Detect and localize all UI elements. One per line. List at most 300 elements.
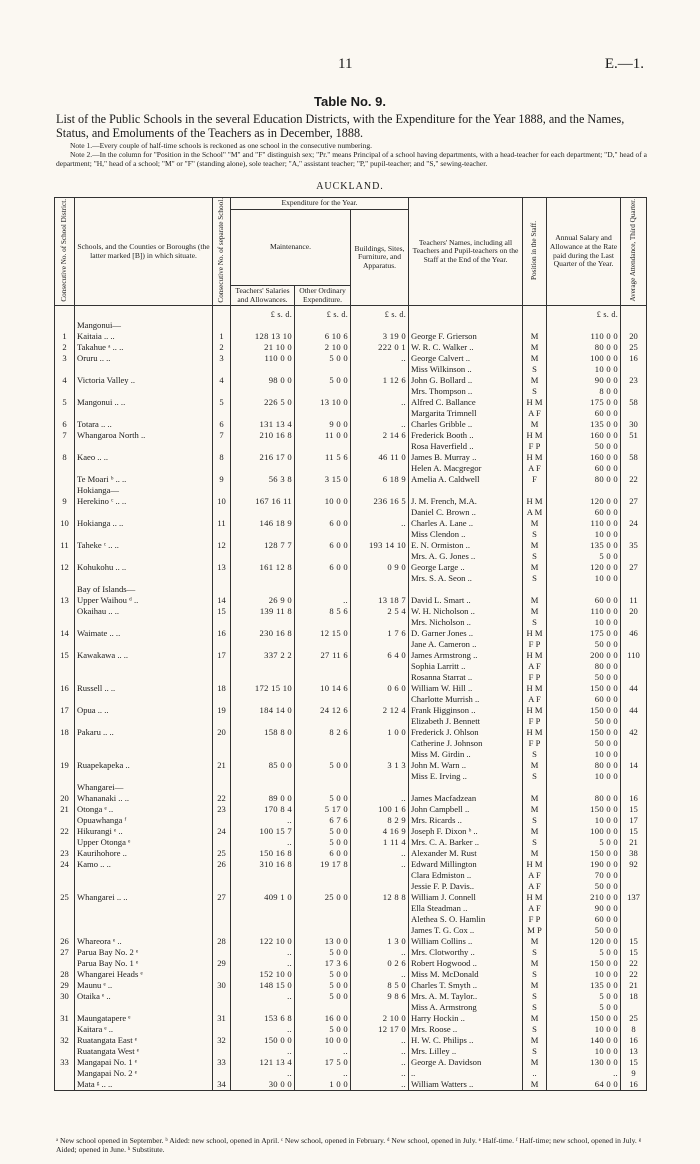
staff-position bbox=[523, 485, 547, 496]
school-name: Whareora ᵉ .. bbox=[75, 936, 213, 947]
other-expenditure: 10 0 0 bbox=[295, 1035, 351, 1046]
district-number bbox=[55, 1068, 75, 1079]
school-name: Hokianga— bbox=[75, 485, 213, 496]
table-row bbox=[55, 826, 647, 837]
other-expenditure: 11 0 0 bbox=[295, 430, 351, 441]
school-number bbox=[213, 320, 231, 331]
teachers-salaries bbox=[231, 573, 295, 584]
buildings-expenditure bbox=[351, 485, 409, 496]
teachers-salaries: 121 13 4 bbox=[231, 1057, 295, 1068]
staff-position: A F bbox=[523, 408, 547, 419]
annual-salary: 150 0 0 bbox=[547, 705, 621, 716]
school-name: Totara .. .. bbox=[75, 419, 213, 430]
school-number bbox=[213, 947, 231, 958]
other-expenditure: 19 17 8 bbox=[295, 859, 351, 870]
annual-salary: 135 0 0 bbox=[547, 419, 621, 430]
school-name: Victoria Valley .. bbox=[75, 375, 213, 386]
annual-salary: 64 0 0 bbox=[547, 1079, 621, 1091]
school-name: Kaitara ᵉ .. bbox=[75, 1024, 213, 1035]
staff-position: H M bbox=[523, 430, 547, 441]
staff-position: A F bbox=[523, 463, 547, 474]
table-title: Table No. 9. bbox=[314, 94, 386, 109]
table-row bbox=[55, 485, 647, 496]
other-expenditure bbox=[295, 485, 351, 496]
table-row bbox=[55, 452, 647, 463]
average-attendance bbox=[621, 364, 647, 375]
table-row bbox=[55, 474, 647, 485]
school-name bbox=[75, 364, 213, 375]
annual-salary: 8 0 0 bbox=[547, 386, 621, 397]
page-reference: E.—1. bbox=[604, 56, 644, 72]
staff-position bbox=[523, 320, 547, 331]
staff-position: M bbox=[523, 936, 547, 947]
staff-position: H M bbox=[523, 705, 547, 716]
buildings-expenditure: 0 2 6 bbox=[351, 958, 409, 969]
school-number: 10 bbox=[213, 496, 231, 507]
annual-salary: 90 0 0 bbox=[547, 903, 621, 914]
annual-salary: 150 0 0 bbox=[547, 804, 621, 815]
school-name: Kamo .. .. bbox=[75, 859, 213, 870]
other-expenditure: 9 0 0 bbox=[295, 419, 351, 430]
teachers-salaries: 30 0 0 bbox=[231, 1079, 295, 1091]
table-row bbox=[55, 870, 647, 881]
school-number bbox=[213, 1024, 231, 1035]
annual-salary: 10 0 0 bbox=[547, 749, 621, 760]
staff-position: H M bbox=[523, 452, 547, 463]
district-number bbox=[55, 738, 75, 749]
other-expenditure bbox=[295, 551, 351, 562]
buildings-expenditure bbox=[351, 903, 409, 914]
teachers-salaries: 210 16 8 bbox=[231, 430, 295, 441]
annual-salary: 50 0 0 bbox=[547, 441, 621, 452]
annual-salary: 110 0 0 bbox=[547, 331, 621, 342]
teacher-name: William Collins .. bbox=[409, 936, 523, 947]
annual-salary: 135 0 0 bbox=[547, 540, 621, 551]
school-number: 4 bbox=[213, 375, 231, 386]
school-number: 17 bbox=[213, 650, 231, 661]
annual-salary: 10 0 0 bbox=[547, 815, 621, 826]
teacher-name: George Large .. bbox=[409, 562, 523, 573]
annual-salary: 175 0 0 bbox=[547, 397, 621, 408]
district-number: 21 bbox=[55, 804, 75, 815]
school-number bbox=[213, 463, 231, 474]
table-row bbox=[55, 650, 647, 661]
teacher-name: James Armstrong .. bbox=[409, 650, 523, 661]
buildings-expenditure bbox=[351, 661, 409, 672]
header-teachers-names: Teachers' Names, including all Teachers and Pupil-teachers on the Staff at the End of the Year. bbox=[409, 198, 523, 306]
other-expenditure bbox=[295, 441, 351, 452]
staff-position: S bbox=[523, 991, 547, 1002]
other-expenditure bbox=[295, 463, 351, 474]
header-consec-district: Consecutive No. of School District. bbox=[55, 198, 75, 306]
other-expenditure bbox=[295, 694, 351, 705]
table-row bbox=[55, 859, 647, 870]
other-expenditure: 5 0 0 bbox=[295, 947, 351, 958]
other-expenditure: 5 17 0 bbox=[295, 804, 351, 815]
table-row bbox=[55, 749, 647, 760]
other-expenditure: 10 14 6 bbox=[295, 683, 351, 694]
school-number bbox=[213, 617, 231, 628]
average-attendance bbox=[621, 782, 647, 793]
other-expenditure: 6 0 0 bbox=[295, 518, 351, 529]
units-row bbox=[55, 306, 647, 321]
table-row bbox=[55, 1002, 647, 1013]
teacher-name: Frederick J. Ohlson bbox=[409, 727, 523, 738]
header-position: Position in the Staff. bbox=[523, 198, 547, 306]
school-name: Kaitaia .. .. bbox=[75, 331, 213, 342]
buildings-expenditure: 46 11 0 bbox=[351, 452, 409, 463]
teacher-name: Charles Gribble .. bbox=[409, 419, 523, 430]
school-name: Opua .. .. bbox=[75, 705, 213, 716]
table-row bbox=[55, 342, 647, 353]
other-expenditure: .. bbox=[295, 1068, 351, 1079]
annual-salary: 5 0 0 bbox=[547, 837, 621, 848]
annual-salary: 175 0 0 bbox=[547, 628, 621, 639]
teacher-name: Elizabeth J. Bennett bbox=[409, 716, 523, 727]
district-number bbox=[55, 749, 75, 760]
staff-position: M bbox=[523, 540, 547, 551]
staff-position: M bbox=[523, 353, 547, 364]
district-number: 12 bbox=[55, 562, 75, 573]
district-number bbox=[55, 870, 75, 881]
school-number bbox=[213, 914, 231, 925]
table-subtitle: List of the Public Schools in the several Education Districts, with the Expenditure for the Year 1888, and the Names, Status, and Emoluments of the Teachers as in December, 1888. bbox=[56, 112, 625, 140]
table-row bbox=[55, 969, 647, 980]
staff-position: F P bbox=[523, 441, 547, 452]
average-attendance: 16 bbox=[621, 353, 647, 364]
table-row bbox=[55, 595, 647, 606]
school-number: 23 bbox=[213, 804, 231, 815]
average-attendance: 92 bbox=[621, 859, 647, 870]
district-number: 16 bbox=[55, 683, 75, 694]
district-number bbox=[55, 914, 75, 925]
teachers-salaries: 150 0 0 bbox=[231, 1035, 295, 1046]
annual-salary: 10 0 0 bbox=[547, 573, 621, 584]
school-number: 27 bbox=[213, 892, 231, 903]
buildings-expenditure: 222 0 1 bbox=[351, 342, 409, 353]
district-number: 29 bbox=[55, 980, 75, 991]
district-number: 9 bbox=[55, 496, 75, 507]
other-expenditure bbox=[295, 408, 351, 419]
annual-salary: 60 0 0 bbox=[547, 507, 621, 518]
header-expenditure: Expenditure for the Year. bbox=[231, 198, 409, 210]
teachers-salaries bbox=[231, 529, 295, 540]
staff-position: A F bbox=[523, 661, 547, 672]
other-expenditure bbox=[295, 749, 351, 760]
school-number bbox=[213, 672, 231, 683]
school-name bbox=[75, 925, 213, 936]
teacher-name: Rosanna Starrat .. bbox=[409, 672, 523, 683]
average-attendance: 44 bbox=[621, 705, 647, 716]
teacher-name: Ella Steadman .. bbox=[409, 903, 523, 914]
school-number: 11 bbox=[213, 518, 231, 529]
other-expenditure bbox=[295, 672, 351, 683]
staff-position: M bbox=[523, 1035, 547, 1046]
teachers-salaries bbox=[231, 617, 295, 628]
staff-position: A M bbox=[523, 507, 547, 518]
buildings-expenditure bbox=[351, 507, 409, 518]
annual-salary: 5 0 0 bbox=[547, 1002, 621, 1013]
table-row bbox=[55, 1046, 647, 1057]
average-attendance: 35 bbox=[621, 540, 647, 551]
district-number bbox=[55, 507, 75, 518]
average-attendance bbox=[621, 320, 647, 331]
school-name: Whangarei Heads ᵉ bbox=[75, 969, 213, 980]
district-number bbox=[55, 782, 75, 793]
school-name: Kaeo .. .. bbox=[75, 452, 213, 463]
school-name bbox=[75, 661, 213, 672]
buildings-expenditure: 4 16 9 bbox=[351, 826, 409, 837]
school-number bbox=[213, 507, 231, 518]
average-attendance bbox=[621, 716, 647, 727]
table-row bbox=[55, 661, 647, 672]
school-name: Mangonui— bbox=[75, 320, 213, 331]
school-number: 9 bbox=[213, 474, 231, 485]
teacher-name: Catherine J. Johnson bbox=[409, 738, 523, 749]
staff-position: S bbox=[523, 573, 547, 584]
average-attendance bbox=[621, 881, 647, 892]
district-number: 28 bbox=[55, 969, 75, 980]
other-expenditure bbox=[295, 1002, 351, 1013]
other-expenditure: 16 0 0 bbox=[295, 1013, 351, 1024]
other-expenditure: 6 0 0 bbox=[295, 540, 351, 551]
teachers-salaries bbox=[231, 463, 295, 474]
other-expenditure bbox=[295, 716, 351, 727]
table-row bbox=[55, 1068, 647, 1079]
average-attendance: 21 bbox=[621, 980, 647, 991]
buildings-expenditure: 2 14 6 bbox=[351, 430, 409, 441]
teacher-name bbox=[409, 782, 523, 793]
district-number: 23 bbox=[55, 848, 75, 859]
school-name: Maungatapere ᵉ bbox=[75, 1013, 213, 1024]
teachers-salaries: 230 16 8 bbox=[231, 628, 295, 639]
staff-position: M bbox=[523, 804, 547, 815]
school-number bbox=[213, 925, 231, 936]
teacher-name: George F. Grierson bbox=[409, 331, 523, 342]
staff-position: F P bbox=[523, 672, 547, 683]
district-number bbox=[55, 485, 75, 496]
school-name bbox=[75, 441, 213, 452]
staff-position: S bbox=[523, 617, 547, 628]
staff-position: M bbox=[523, 342, 547, 353]
staff-position: S bbox=[523, 837, 547, 848]
teacher-name: Robert Hogwood .. bbox=[409, 958, 523, 969]
teacher-name: William W. Hill .. bbox=[409, 683, 523, 694]
teacher-name bbox=[409, 584, 523, 595]
school-name bbox=[75, 771, 213, 782]
staff-position: A F bbox=[523, 903, 547, 914]
school-number bbox=[213, 441, 231, 452]
other-expenditure: 6 7 6 bbox=[295, 815, 351, 826]
teacher-name: Joseph F. Dixon ᵇ .. bbox=[409, 826, 523, 837]
buildings-expenditure: 8 5 0 bbox=[351, 980, 409, 991]
district-number: 3 bbox=[55, 353, 75, 364]
school-name: Upper Waihou ᵈ .. bbox=[75, 595, 213, 606]
school-name: Herekino ᶜ .. .. bbox=[75, 496, 213, 507]
table-row bbox=[55, 892, 647, 903]
buildings-expenditure: .. bbox=[351, 859, 409, 870]
annual-salary: 80 0 0 bbox=[547, 793, 621, 804]
school-name bbox=[75, 551, 213, 562]
school-name: Upper Otonga ᵉ bbox=[75, 837, 213, 848]
buildings-expenditure bbox=[351, 551, 409, 562]
teachers-salaries bbox=[231, 881, 295, 892]
school-number: 34 bbox=[213, 1079, 231, 1091]
teachers-salaries: 56 3 8 bbox=[231, 474, 295, 485]
staff-position: S bbox=[523, 749, 547, 760]
average-attendance bbox=[621, 738, 647, 749]
school-number bbox=[213, 738, 231, 749]
other-expenditure bbox=[295, 584, 351, 595]
annual-salary: 80 0 0 bbox=[547, 760, 621, 771]
other-expenditure: 5 0 0 bbox=[295, 837, 351, 848]
other-expenditure: .. bbox=[295, 595, 351, 606]
table-row bbox=[55, 925, 647, 936]
teacher-name: Mrs. S. A. Seon .. bbox=[409, 573, 523, 584]
school-number bbox=[213, 661, 231, 672]
teachers-salaries bbox=[231, 320, 295, 331]
average-attendance bbox=[621, 551, 647, 562]
header-attendance: Average Attendance, Third Quarter. bbox=[621, 198, 647, 306]
buildings-expenditure: .. bbox=[351, 848, 409, 859]
buildings-expenditure: 12 8 8 bbox=[351, 892, 409, 903]
table-row bbox=[55, 386, 647, 397]
annual-salary: 150 0 0 bbox=[547, 683, 621, 694]
other-expenditure bbox=[295, 364, 351, 375]
teachers-salaries bbox=[231, 1002, 295, 1013]
school-name bbox=[75, 881, 213, 892]
buildings-expenditure bbox=[351, 573, 409, 584]
staff-position: F P bbox=[523, 738, 547, 749]
teachers-salaries: 85 0 0 bbox=[231, 760, 295, 771]
teacher-name: Clara Edmiston .. bbox=[409, 870, 523, 881]
district-number: 8 bbox=[55, 452, 75, 463]
school-name bbox=[75, 914, 213, 925]
other-expenditure: 6 0 0 bbox=[295, 562, 351, 573]
other-expenditure: 6 0 0 bbox=[295, 848, 351, 859]
school-name: Whangaroa North .. bbox=[75, 430, 213, 441]
district-number bbox=[55, 837, 75, 848]
district-number: 10 bbox=[55, 518, 75, 529]
table-row bbox=[55, 562, 647, 573]
table-row bbox=[55, 1035, 647, 1046]
buildings-expenditure: .. bbox=[351, 1068, 409, 1079]
staff-position: M bbox=[523, 419, 547, 430]
buildings-expenditure bbox=[351, 408, 409, 419]
school-number bbox=[213, 969, 231, 980]
teachers-salaries: 128 13 10 bbox=[231, 331, 295, 342]
average-attendance bbox=[621, 485, 647, 496]
table-row bbox=[55, 529, 647, 540]
table-row bbox=[55, 936, 647, 947]
staff-position: M bbox=[523, 848, 547, 859]
school-number bbox=[213, 573, 231, 584]
school-number bbox=[213, 639, 231, 650]
teachers-salaries: 100 15 7 bbox=[231, 826, 295, 837]
teacher-name bbox=[409, 320, 523, 331]
teachers-salaries bbox=[231, 485, 295, 496]
buildings-expenditure bbox=[351, 870, 409, 881]
header-maintenance: Maintenance. bbox=[231, 209, 351, 285]
table-row bbox=[55, 496, 647, 507]
district-number: 17 bbox=[55, 705, 75, 716]
teachers-salaries bbox=[231, 672, 295, 683]
schools-table bbox=[54, 197, 647, 1091]
annual-salary: 60 0 0 bbox=[547, 694, 621, 705]
other-expenditure: 12 15 0 bbox=[295, 628, 351, 639]
school-number bbox=[213, 1002, 231, 1013]
buildings-expenditure: .. bbox=[351, 419, 409, 430]
school-number bbox=[213, 782, 231, 793]
teachers-salaries bbox=[231, 507, 295, 518]
staff-position: S bbox=[523, 947, 547, 958]
average-attendance bbox=[621, 914, 647, 925]
school-name: Otaika ᵉ .. bbox=[75, 991, 213, 1002]
buildings-expenditure bbox=[351, 672, 409, 683]
other-expenditure: 6 10 6 bbox=[295, 331, 351, 342]
annual-salary: 5 0 0 bbox=[547, 991, 621, 1002]
average-attendance: 15 bbox=[621, 804, 647, 815]
school-name bbox=[75, 903, 213, 914]
staff-position: M bbox=[523, 606, 547, 617]
other-expenditure: 10 0 0 bbox=[295, 496, 351, 507]
annual-salary: 120 0 0 bbox=[547, 936, 621, 947]
school-number bbox=[213, 815, 231, 826]
teachers-salaries: 148 15 0 bbox=[231, 980, 295, 991]
district-number bbox=[55, 584, 75, 595]
school-name: Russell .. .. bbox=[75, 683, 213, 694]
other-expenditure: 1 0 0 bbox=[295, 1079, 351, 1091]
school-number: 33 bbox=[213, 1057, 231, 1068]
average-attendance: 13 bbox=[621, 1046, 647, 1057]
school-number: 31 bbox=[213, 1013, 231, 1024]
buildings-expenditure bbox=[351, 925, 409, 936]
average-attendance: 27 bbox=[621, 562, 647, 573]
school-number bbox=[213, 870, 231, 881]
annual-salary: 70 0 0 bbox=[547, 870, 621, 881]
table-row bbox=[55, 947, 647, 958]
other-expenditure: 8 2 6 bbox=[295, 727, 351, 738]
school-number bbox=[213, 364, 231, 375]
header-salary: Annual Salary and Allowance at the Rate paid during the Last Quarter of the Year. bbox=[547, 198, 621, 306]
teachers-salaries: .. bbox=[231, 991, 295, 1002]
district-number: 19 bbox=[55, 760, 75, 771]
teachers-salaries: 122 10 0 bbox=[231, 936, 295, 947]
school-number bbox=[213, 749, 231, 760]
other-expenditure bbox=[295, 782, 351, 793]
school-name: Mangapai No. 2 ᵉ bbox=[75, 1068, 213, 1079]
annual-salary: 60 0 0 bbox=[547, 463, 621, 474]
teacher-name: Mrs. Thompson .. bbox=[409, 386, 523, 397]
average-attendance: 15 bbox=[621, 826, 647, 837]
table-row bbox=[55, 441, 647, 452]
teachers-salaries: 161 12 8 bbox=[231, 562, 295, 573]
annual-salary: 5 0 0 bbox=[547, 551, 621, 562]
other-expenditure: 2 10 0 bbox=[295, 342, 351, 353]
buildings-expenditure bbox=[351, 914, 409, 925]
other-expenditure bbox=[295, 925, 351, 936]
buildings-expenditure: 8 2 9 bbox=[351, 815, 409, 826]
table-row bbox=[55, 540, 647, 551]
teachers-salaries: 170 8 4 bbox=[231, 804, 295, 815]
other-expenditure: 5 0 0 bbox=[295, 353, 351, 364]
district-number bbox=[55, 1046, 75, 1057]
buildings-expenditure bbox=[351, 463, 409, 474]
school-name: Bay of Islands— bbox=[75, 584, 213, 595]
unit-label: £ s. d. bbox=[547, 306, 621, 321]
teachers-salaries: 26 9 0 bbox=[231, 595, 295, 606]
header-schools: Schools, and the Counties or Boroughs (the latter marked [B]) in which situate. bbox=[75, 198, 213, 306]
